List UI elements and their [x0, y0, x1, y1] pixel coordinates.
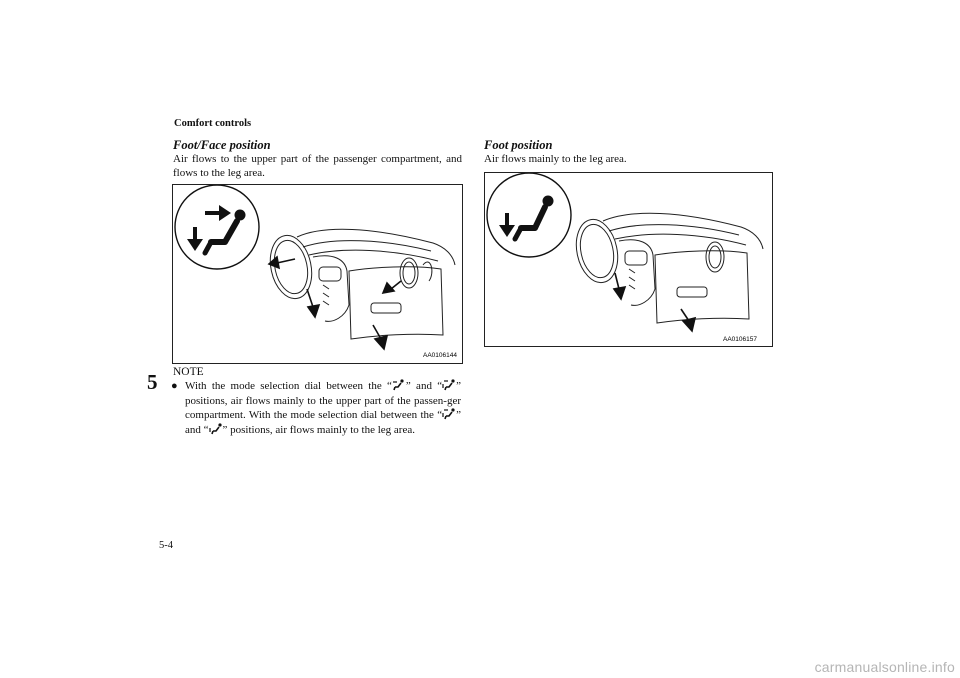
section-title: Comfort controls [174, 118, 252, 129]
note-text-1: With the mode selection dial between the “ [185, 380, 392, 392]
dashboard-airflow-illustration [173, 185, 462, 363]
face-foot-icon [392, 379, 406, 391]
note-bullet: ● [171, 380, 178, 392]
foot-description: Air flows mainly to the leg area. [484, 153, 627, 165]
watermark: carmanualsonline.info [814, 659, 955, 675]
figure-id-right: AA0106157 [723, 336, 757, 343]
heading-foot-position: Foot position [484, 138, 553, 152]
foot-face-icon [442, 408, 456, 420]
figure-id-left: AA0106144 [423, 352, 457, 359]
foot-face-mode-icon [175, 185, 259, 269]
foot-face-description: Air flows to the upper part of the passenger compartment, and flows to the leg area. [173, 153, 462, 179]
note-text-3: ” positions, air flows mainly to the upper part of the passen-ger compartment. With the mode selection dial between the “ [185, 380, 461, 422]
foot-face-illustration [172, 184, 463, 364]
chapter-tab: 5 [147, 370, 158, 394]
heading-foot-face-position: Foot/Face position [173, 138, 271, 152]
note-label: NOTE [173, 366, 204, 378]
note-text-5: ” positions, air flows mainly to the leg area. [222, 423, 415, 436]
note-body [171, 379, 461, 437]
note-text-2: ” and “ [405, 380, 443, 392]
foot-icon [209, 423, 223, 435]
foot-mode-icon [487, 173, 571, 257]
dashboard-airflow-illustration [485, 173, 772, 346]
foot-face-icon [442, 379, 456, 391]
page-number: 5-4 [159, 540, 173, 551]
note-text-4: ” and “ [185, 409, 461, 436]
foot-illustration [484, 172, 773, 347]
